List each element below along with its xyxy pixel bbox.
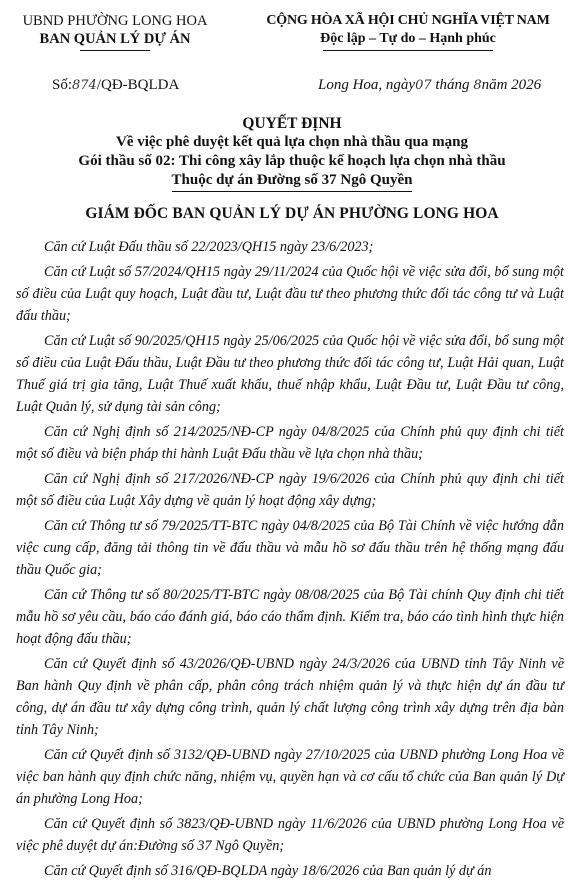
legal-basis-item: Căn cứ Thông tư số 79/2025/TT-BTC ngày 04/8/2025 của Bộ Tài Chính về việc hướng dẫn việc cung cấp, đăng tải thông tin về đấu thầu và mẫu hồ sơ đấu thầu trên hệ thống mạng đấu thầu Quốc gia; (16, 518, 564, 578)
issuing-organization (10, 12, 220, 51)
number-prefix: Số: (52, 77, 73, 93)
nation-name: CỘNG HÒA XÃ HỘI CHỦ NGHĨA VIỆT NAM (266, 13, 550, 28)
legal-basis-list (16, 236, 564, 885)
issue-date (318, 77, 541, 94)
document-number (52, 77, 179, 94)
legal-basis-item: Căn cứ Nghị định số 217/2026/NĐ-CP ngày 19/6/2026 của Chính phủ quy định chi tiết một số điều của Luật Xây dựng về quản lý hoạt động xây dựng; (16, 471, 564, 509)
decision-title (0, 114, 584, 192)
header-divider-right (323, 50, 493, 51)
title-package: Gói thầu số 02: Thi công xây lắp thuộc kế hoạch lựa chọn nhà thầu (78, 153, 506, 169)
legal-basis-item: Căn cứ Quyết định số 43/2026/QĐ-UBND ngày 24/3/2026 của UBND tỉnh Tây Ninh về Ban hành Quy định về phân cấp, phân công trách nhiệm quản lý và thực hiện dự án đầu tư công, dự án đầu tư xây dựng công trình, quản lý chất lượng công trình xây dựng trên địa bàn tỉnh Tây Ninh; (16, 656, 564, 738)
date-day-handwritten: 07 (415, 78, 432, 93)
issuing-authority: GIÁM ĐỐC BAN QUẢN LÝ DỰ ÁN PHƯỜNG LONG HOA (85, 205, 499, 222)
legal-basis-item: Căn cứ Luật số 90/2025/QH15 ngày 25/06/2025 của Quốc hội về việc sửa đổi, bổ sung một số điều của Luật Đấu thầu, Luật Đầu tư theo phương thức đối tác công tư, Luật Hải quan, Luật Thuế giá trị gia tăng, Luật Thuế xuất khẩu, thuế nhập khẩu, Luật Đầu tư, Luật Đầu tư công, Luật Quản lý, sử dụng tài sản công; (16, 333, 564, 415)
parent-organization: UBND PHƯỜNG LONG HOA (22, 13, 208, 29)
date-year: năm 2026 (481, 77, 542, 93)
title-heading: QUYẾT ĐỊNH (242, 115, 342, 132)
number-handwritten: 874 (72, 78, 97, 93)
legal-basis-item: Căn cứ Quyết định số 3132/QĐ-UBND ngày 27/10/2025 của UBND phường Long Hoa về việc ban hành quy định chức năng, nhiệm vụ, quyền hạn và cơ cấu tổ chức của Ban quản lý Dự án phường Long Hoa; (16, 747, 564, 807)
legal-basis-item: Căn cứ Quyết định số 316/QĐ-BQLDA ngày 18/6/2026 của Ban quản lý dự án (44, 863, 492, 879)
header-divider-left (80, 50, 150, 51)
number-suffix: /QĐ-BQLDA (96, 77, 180, 93)
legal-basis-item: Căn cứ Luật số 57/2024/QH15 ngày 29/11/2024 của Quốc hội về việc sửa đổi, bổ sung một số điều của Luật quy hoạch, Luật đầu tư, Luật đầu tư theo phương thức đối tác công tư và Luật đấu thầu; (16, 264, 564, 324)
national-motto: Độc lập – Tự do – Hạnh phúc (320, 31, 496, 46)
date-month-handwritten: 8 (473, 78, 482, 93)
title-subject: Về việc phê duyệt kết quả lựa chọn nhà thầu qua mạng (116, 134, 468, 150)
title-project: Thuộc dự án Đường số 37 Ngô Quyền (172, 171, 413, 192)
date-month-label: tháng (435, 77, 470, 93)
legal-basis-item: Căn cứ Thông tư số 80/2025/TT-BTC ngày 08/08/2025 của Bộ Tài chính Quy định chi tiết mẫu hồ sơ yêu cầu, báo cáo đánh giá, báo cáo thẩm định. Kiểm tra, báo cáo tình hình thực hiện hoạt động đấu thầu; (16, 587, 564, 647)
date-prefix: Long Hoa, ngày (318, 77, 416, 93)
issuing-unit: BAN QUẢN LÝ DỰ ÁN (39, 31, 191, 47)
legal-basis-item: Căn cứ Quyết định số 3823/QĐ-UBND ngày 11/6/2026 của UBND phường Long Hoa về việc phê duyệt dự án:Đường số 37 Ngô Quyền; (16, 816, 564, 854)
legal-basis-item: Căn cứ Nghị định số 214/2025/NĐ-CP ngày 04/8/2025 của Chính phủ quy định chi tiết một số điều và biện pháp thi hành Luật Đấu thầu về lựa chọn nhà thầu; (16, 424, 564, 462)
legal-basis-item: Căn cứ Luật Đấu thầu số 22/2023/QH15 ngày 23/6/2023; (44, 239, 374, 255)
national-heading (236, 12, 580, 51)
